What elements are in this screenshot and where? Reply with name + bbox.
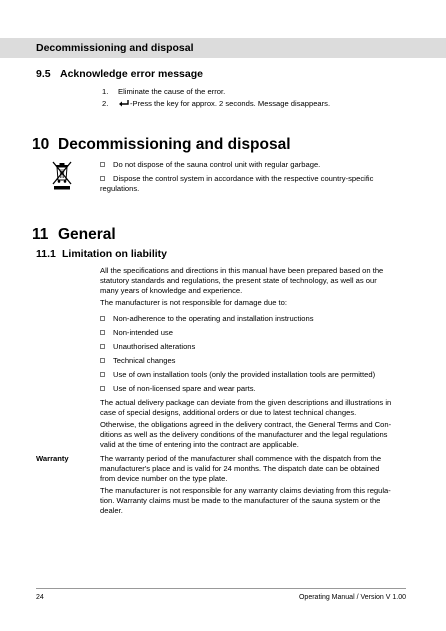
- footer-rule: [36, 588, 406, 589]
- section-10-title: Decommissioning and disposal: [58, 136, 291, 153]
- step-2-text: -Press the key for approx. 2 seconds. Message disappears.: [130, 99, 331, 108]
- list-item: Technical changes: [100, 356, 400, 366]
- running-header-title: Decommissioning and disposal: [36, 42, 194, 54]
- bullet-marker: [100, 162, 105, 167]
- bullet-marker: [100, 330, 105, 335]
- list-item: Use of non-licensed spare and wear parts.: [100, 384, 400, 394]
- step-1: [102, 87, 225, 97]
- bullet-marker: [100, 372, 105, 377]
- disposal-bullet-2: Dispose the control system in accordance with the respective country-specific: [100, 174, 400, 184]
- document-version: Operating Manual / Version V 1.00: [298, 594, 406, 601]
- list-item: Non-adherence to the operating and installation instructions: [100, 314, 400, 324]
- crossed-out-wheelie-bin-icon: [50, 160, 74, 190]
- bullet-marker: [100, 316, 105, 321]
- bullet-marker: [100, 386, 105, 391]
- liability-paragraph-3: The actual delivery package can deviate from the given descriptions and illustrations in case of special designs, additional orders or due to latest technical changes.: [100, 398, 392, 417]
- step-2-number: 2.: [102, 99, 109, 108]
- list-item: Unauthorised alterations: [100, 342, 400, 352]
- warranty-paragraph-1: The warranty period of the manufacturer shall commence with the dispatch from the manufacturer's place and is valid for 24 months. The dispatch date can be obtained from device number on the type plate.: [100, 454, 382, 483]
- disposal-bullet-2-cont: regulations.: [100, 184, 140, 193]
- section-11-title: General: [58, 226, 116, 243]
- list-item: Use of own installation tools (only the provided installation tools are permitted): [100, 370, 400, 380]
- liability-paragraph-1: All the specifications and directions in this manual have been prepared based on the statutory standards and regulations, the present state of technology, as well as our many years of knowledge and experience.: [100, 266, 384, 295]
- section-10-number: 10: [32, 136, 50, 153]
- liability-paragraph-2: The manufacturer is not responsible for damage due to:: [100, 298, 287, 307]
- disposal-bullet-1: Do not dispose of the sauna control unit with regular garbage.: [100, 160, 400, 170]
- step-2: [102, 99, 330, 109]
- step-1-text: Eliminate the cause of the error.: [118, 87, 226, 96]
- page-number: 24: [36, 594, 44, 601]
- section-11-1-title: Limitation on liability: [62, 248, 167, 260]
- step-1-number: 1.: [102, 87, 109, 96]
- bullet-marker: [100, 358, 105, 363]
- liability-paragraph-4: Otherwise, the obligations agreed in the delivery contract, the General Terms and Con- ditions as well as the delivery conditions of the manufacturer and the legal regulations valid at the time of entering into the contract are applicable.: [100, 420, 392, 449]
- bullet-marker: [100, 176, 105, 181]
- section-11-1-number: 11.1: [36, 248, 56, 260]
- bullet-marker: [100, 344, 105, 349]
- warranty-label: Warranty: [36, 454, 69, 463]
- enter-key-icon: [118, 99, 130, 107]
- list-item: Non-intended use: [100, 328, 400, 338]
- section-9-5-title: Acknowledge error message: [60, 68, 203, 80]
- section-9-5-number: 9.5: [36, 68, 51, 80]
- warranty-paragraph-2: The manufacturer is not responsible for any warranty claims deviating from this regula- tion. Warranty claims must be made to the manufacturer of the sauna system or the dealer.: [100, 486, 391, 515]
- section-11-number: 11: [32, 226, 49, 243]
